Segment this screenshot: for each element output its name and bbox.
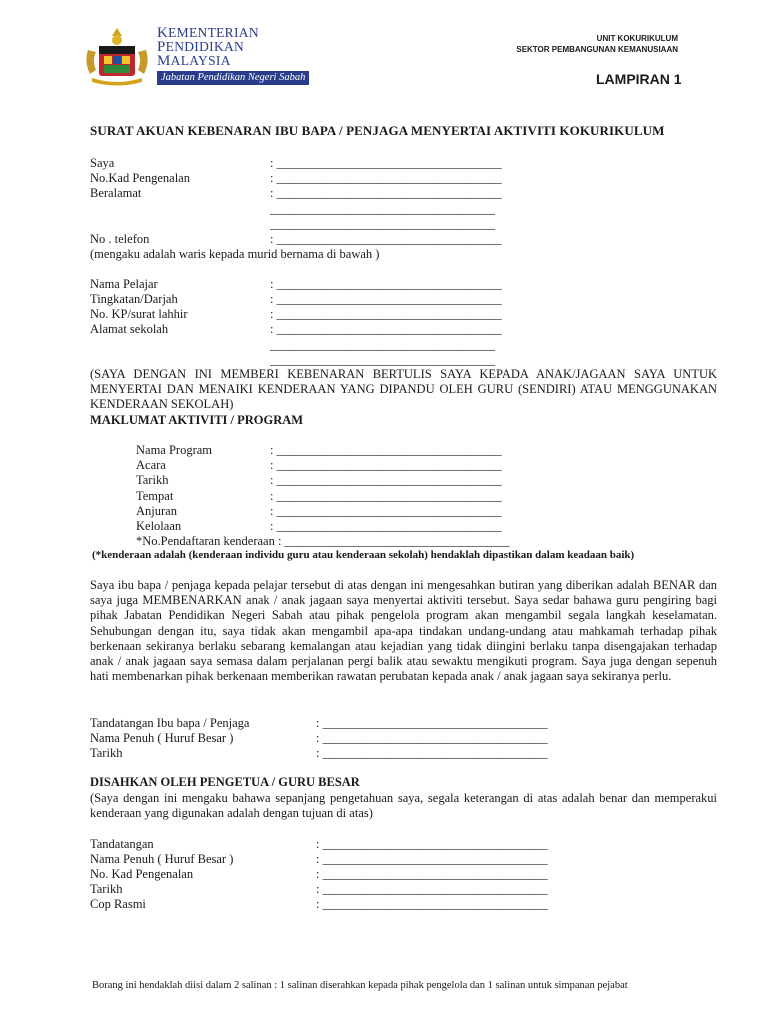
field-input-activity-date[interactable]: : ____________________________________ [270,473,502,487]
field-input-principal-date[interactable]: : ____________________________________ [316,882,548,896]
field-input-parent-fullname[interactable]: : ____________________________________ [316,731,548,745]
field-input-saya[interactable]: : ____________________________________ [270,156,502,170]
field-input-organizer[interactable]: : ____________________________________ [270,504,502,518]
field-label-activity-date: Tarikh [136,473,169,487]
field-input-student-ic[interactable]: : ____________________________________ [270,307,502,321]
sector-name: SEKTOR PEMBANGUNAN KEMANUSIAAN [516,45,678,54]
field-input-program[interactable]: : ____________________________________ [270,443,502,457]
field-input-parent-signature[interactable]: : ____________________________________ [316,716,548,730]
field-input-phone[interactable]: : ____________________________________ [270,232,502,246]
field-label-parent-fullname: Nama Penuh ( Huruf Besar ) [90,731,234,745]
field-input-event[interactable]: : ____________________________________ [270,458,502,472]
form-title: SURAT AKUAN KEBENARAN IBU BAPA / PENJAGA MENYERTAI AKTIVITI KOKURIKULUM [90,123,665,138]
permission-statement: (SAYA DENGAN INI MEMBERI KEBENARAN BERTULIS SAYA KEPADA ANAK/JAGAAN SAYA UNTUK MENYERTAI DAN MENAIKI KENDERAAN YANG DIPANDU OLEH GURU (SENDIRI) ATAU MENGGUNAKAN KENDERAAN SEKOLAH) [90,367,717,412]
field-label-ic: No.Kad Pengenalan [90,171,190,185]
field-input-school-address-3[interactable]: ____________________________________ [270,353,495,367]
field-label-principal-signature: Tandatangan [90,837,154,851]
field-label-organizer: Anjuran [136,504,177,518]
field-vehicle-registration[interactable]: *No.Pendaftaran kenderaan : ____________________________________ [136,534,510,548]
unit-name: UNIT KOKURIKULUM [596,34,678,43]
field-label-event: Acara [136,458,166,472]
field-label-grade: Tingkatan/Darjah [90,292,178,306]
activity-heading: MAKLUMAT AKTIVITI / PROGRAM [90,413,304,427]
field-label-student-ic: No. KP/surat lahhir [90,307,188,321]
waris-note: (mengaku adalah waris kepada murid bernama di bawah ) [90,247,380,261]
footer-note: Borang ini hendaklah diisi dalam 2 salinan : 1 salinan diserahkan kepada pihak pengelola dan 1 salinan untuk simpanan pejabat [92,980,628,991]
field-label-principal-date: Tarikh [90,882,123,896]
field-label-venue: Tempat [136,489,174,503]
field-label-phone: No . telefon [90,232,150,246]
department-name: Jabatan Pendidikan Negeri Sabah [157,71,309,85]
parent-declaration: Saya ibu bapa / penjaga kepada pelajar tersebut di atas dengan ini mengesahkan butiran yang diberikan adalah BENAR dan saya juga MEMBENARKAN anak / anak jagaan saya menyertai aktiviti tersebut. Saya sedar bahawa guru pengiring bagi pihak Jabatan Pendidikan Negeri Sabah atau pihak pengelola program akan mengambil segala langkah keselamatan. Sehubungan dengan itu, saya tidak akan mengambil apa-apa tindakan undang-undang atau mahkamah terhadap pihak berkenaan sekiranya berlaku sebarang kemalangan atau kejadian yang tidak diingini berlaku tanpa disengajakan terhadap anak / anak jagaan saya semasa dalam perjalanan pergi balik atau sewaktu mengikuti program. Saya juga dengan sepenuh hati membenarkan pihak berkenaan memberikan rawatan perubatan kepada anak / anak jagaan saya sekiranya perlu. [90,578,717,684]
field-input-school-address-2[interactable]: ____________________________________ [270,338,495,352]
field-input-address-1[interactable]: : ____________________________________ [270,186,502,200]
field-input-management[interactable]: : ____________________________________ [270,519,502,533]
field-input-official-stamp[interactable]: : ____________________________________ [316,897,548,911]
principal-statement: (Saya dengan ini mengaku bahawa sepanjang pengetahuan saya, segala keterangan di atas adalah benar dan memperakui kenderaan yang digunakan adalah dengan tujuan di atas) [90,791,717,821]
ministry-name: KEMENTERIAN PENDIDIKAN MALAYSIA Jabatan Pendidikan Negeri Sabah [157,26,309,85]
field-input-venue[interactable]: : ____________________________________ [270,489,502,503]
field-input-address-3[interactable]: ____________________________________ [270,217,495,231]
field-label-parent-signature: Tandatangan Ibu bapa / Penjaga [90,716,250,730]
field-label-program: Nama Program [136,443,213,457]
vehicle-note: (*kenderaan adalah (kenderaan individu guru atau kenderaan sekolah) hendaklah dipastikan dalam keadaan baik) [92,549,635,561]
field-input-principal-signature[interactable]: : ____________________________________ [316,837,548,851]
field-label-management: Kelolaan [136,519,182,533]
field-label-school-address: Alamat sekolah [90,322,169,336]
field-label-address: Beralamat [90,186,142,200]
field-input-ic[interactable]: : ____________________________________ [270,171,502,185]
principal-heading: DISAHKAN OLEH PENGETUA / GURU BESAR [90,775,360,789]
field-input-grade[interactable]: : ____________________________________ [270,292,502,306]
field-label-official-stamp: Cop Rasmi [90,897,146,911]
field-label-saya: Saya [90,156,115,170]
lampiran-label: LAMPIRAN 1 [596,71,682,87]
field-input-parent-date[interactable]: : ____________________________________ [316,746,548,760]
field-input-principal-ic[interactable]: : ____________________________________ [316,867,548,881]
field-label-student-name: Nama Pelajar [90,277,158,291]
field-input-student-name[interactable]: : ____________________________________ [270,277,502,291]
field-label-principal-ic: No. Kad Pengenalan [90,867,194,881]
field-input-principal-fullname[interactable]: : ____________________________________ [316,852,548,866]
field-label-principal-fullname: Nama Penuh ( Huruf Besar ) [90,852,234,866]
ministry-crest-logo [82,26,152,88]
field-input-school-address-1[interactable]: : ____________________________________ [270,322,502,336]
field-label-parent-date: Tarikh [90,746,123,760]
field-input-address-2[interactable]: ____________________________________ [270,202,495,216]
